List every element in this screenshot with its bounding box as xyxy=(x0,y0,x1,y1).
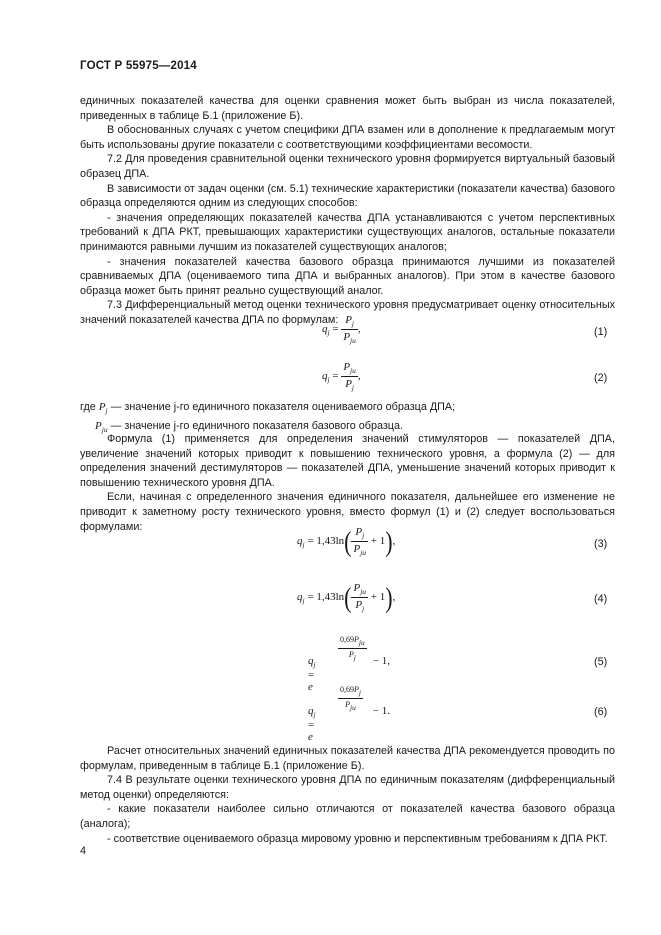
paragraph-10: Расчет относительных значений единичных показателей качества ДПА рекомендуется проводить по формулам, приведенным в таблице Б.1 (приложение Б). xyxy=(80,745,615,772)
paragraph-11: 7.4 В результате оценки технического уровня ДПА по единичным показателям (дифференциальный метод оценки) определяются: xyxy=(80,774,615,801)
page-number: 4 xyxy=(80,845,87,857)
paragraph-3: 7.2 Для проведения сравнительной оценки технического уровня формируется виртуальный базовый образец ДПА. xyxy=(80,153,615,180)
document-page: ГОСТ Р 55975—2014 единичных показателей качества для оценки сравнения может быть выбран из числа показателей, приведенных в таблице Б.1 (приложение Б). В обоснованных случаях с учетом специфики ДПА взамен или в дополнение к предлагаемым могут быть использованы другие показатели с соответствующими коэффициентами весомости. 7.2 Для проведения сравнительной оценки технического уровня формируется виртуальный базовый образец ДПА. В зависимости от задач оценки (см. 5.1) технические характеристики (показатели качества) базового образца определяются одним из следующих способов: - значения определяющих показателей качества ДПА устанавливаются с учетом перспективных требований к ДПА РКТ, превышающих характеристики существующих аналогов, остальные показатели принимаются равными лучшим из показателей существующих аналогов; - значения показателей качества базового образца принимаются лучшими из показателей сравниваемых ДПА (оцениваемого типа ДПА и выбранных аналогов). При этом в качестве базового образца может быть принят реально существующий аналог. 7.3 Дифференциальный метод оценки технического уровня предусматривает оценку относительных значений показателей качества ДПА по формулам: $q_j$ = $\frac{P_j}{P_{ju}}$ , (1) $q_j$ = $\frac{P_{ju}}{P_j}$ , (2) где $P_j$ — значение j-го единичного показателя оцениваемого образца ДПА; $P_{ju}$ — значение j-го единичного показателя базового образца. Формула (1) применяется для определения значений стимуляторов — показателей ДПА, увеличение значений которых приводит к повышению технического уровня, а формула (2) — для определения значений дестимуляторов — показателей ДПА, уменьшение значений которых приводит к повышению технического уровня ДПА. Если, начиная с определенного значения единичного показателя, дальнейшее его изменение не приводит к заметному росту технического уровня, вместо формул (1) и (2) следует воспользоваться формулами: $q_j = 1,43\ln$( $\frac{P_j}{P_{ju}}$ + 1), (3) $q_j = 1,43\ln$( $\frac{P_{ju}}{P_j}$ + 1), (4) $q_j = e$ $0,69P_{ju}$ $P_j$ − 1, (5) $q_j = e$ $0,69P_j$ $P_{ju}$ − 1. (6) Расчет относительных значений единичных показателей качества ДПА рекомендуется проводить по формулам, приведенным в таблице Б.1 (приложение Б). 7.4 В результате оценки технического уровня ДПА по единичным показателям (дифференциальный метод оценки) определяются: - какие показатели наиболее сильно отличаются от показателей качества базового образца (аналога); - соответствие оцениваемого образца мировому уровню и перспективным требованиям к ДПА РКТ. 4 xyxy=(80,60,615,857)
paragraph-9: Если, начиная с определенного значения единичного показателя, дальнейшее его изменение не приводит к заметному росту технического уровня, вместо формул (1) и (2) следует воспользоваться формулами: xyxy=(80,491,615,533)
paragraph-2: В обоснованных случаях с учетом специфики ДПА взамен или в дополнение к предлагаемым могут быть использованы другие показатели с соответствующими коэффициентами весомости. xyxy=(80,124,615,151)
equation-number-5: (5) xyxy=(594,656,608,668)
equation-number-2: (2) xyxy=(594,372,608,384)
body-block-3 xyxy=(80,744,615,846)
formula-4: $q_j = 1,43\ln$( $\frac{P_{ju}}{P_j}$ + 1), xyxy=(297,580,396,614)
equation-number-6: (6) xyxy=(594,706,608,718)
paragraph-12: - какие показатели наиболее сильно отличаются от показателей качества базового образца (аналога); xyxy=(80,803,615,830)
formula-3: $q_j = 1,43\ln$( $\frac{P_j}{P_{ju}}$ + 1), xyxy=(297,524,396,558)
paragraph-8: Формула (1) применяется для определения значений стимуляторов — показателей ДПА, увеличение значений которых приводит к повышению технического уровня, а формула (2) — для определения значений дестимуляторов — показателей ДПА, уменьшение значений которых приводит к повышению технического уровня ДПА. xyxy=(80,433,615,489)
body-block-2 xyxy=(80,432,615,534)
equation-number-1: (1) xyxy=(594,326,608,338)
standard-header: ГОСТ Р 55975—2014 xyxy=(80,60,197,72)
formula-2: $q_j$ = $\frac{P_{ju}}{P_j}$ , xyxy=(322,361,361,392)
formula-1: $q_j$ = $\frac{P_j}{P_{ju}}$ , xyxy=(322,314,361,345)
body-block-1 xyxy=(80,94,615,328)
where-line-1: где $P_j$ — значение j-го единичного показателя оцениваемого образца ДПА; xyxy=(80,401,456,415)
paragraph-5: - значения определяющих показателей качества ДПА устанавливаются с учетом перспективных требований к ДПА РКТ, превышающих характеристики существующих аналогов, остальные показатели принимаются равными лучшим из показателей существующих аналогов; xyxy=(80,211,615,253)
equation-number-4: (4) xyxy=(594,593,608,605)
where-line-2: $P_{ju}$ — значение j-го единичного показателя базового образца. xyxy=(95,419,403,434)
paragraph-4: В зависимости от задач оценки (см. 5.1) технические характеристики (показатели качества) базового образца определяются одним из следующих способов: xyxy=(80,182,615,210)
paragraph-13: - соответствие оцениваемого образца мировому уровню и перспективным требованиям к ДПА РКТ. xyxy=(107,832,608,845)
paragraph-6: - значения показателей качества базового образца принимаются лучшими из показателей сравниваемых ДПА (оцениваемого типа ДПА и выбранных аналогов). При этом в качестве базового образца может быть принят реально существующий аналог. xyxy=(80,255,615,297)
paragraph-1: единичных показателей качества для оценки сравнения может быть выбран из числа показателей, приведенных в таблице Б.1 (приложение Б). xyxy=(80,95,615,122)
equation-number-3: (3) xyxy=(594,538,608,550)
paragraph-7: 7.3 Дифференциальный метод оценки технического уровня предусматривает оценку относительных значений показателей качества ДПА по формулам: xyxy=(80,299,615,326)
